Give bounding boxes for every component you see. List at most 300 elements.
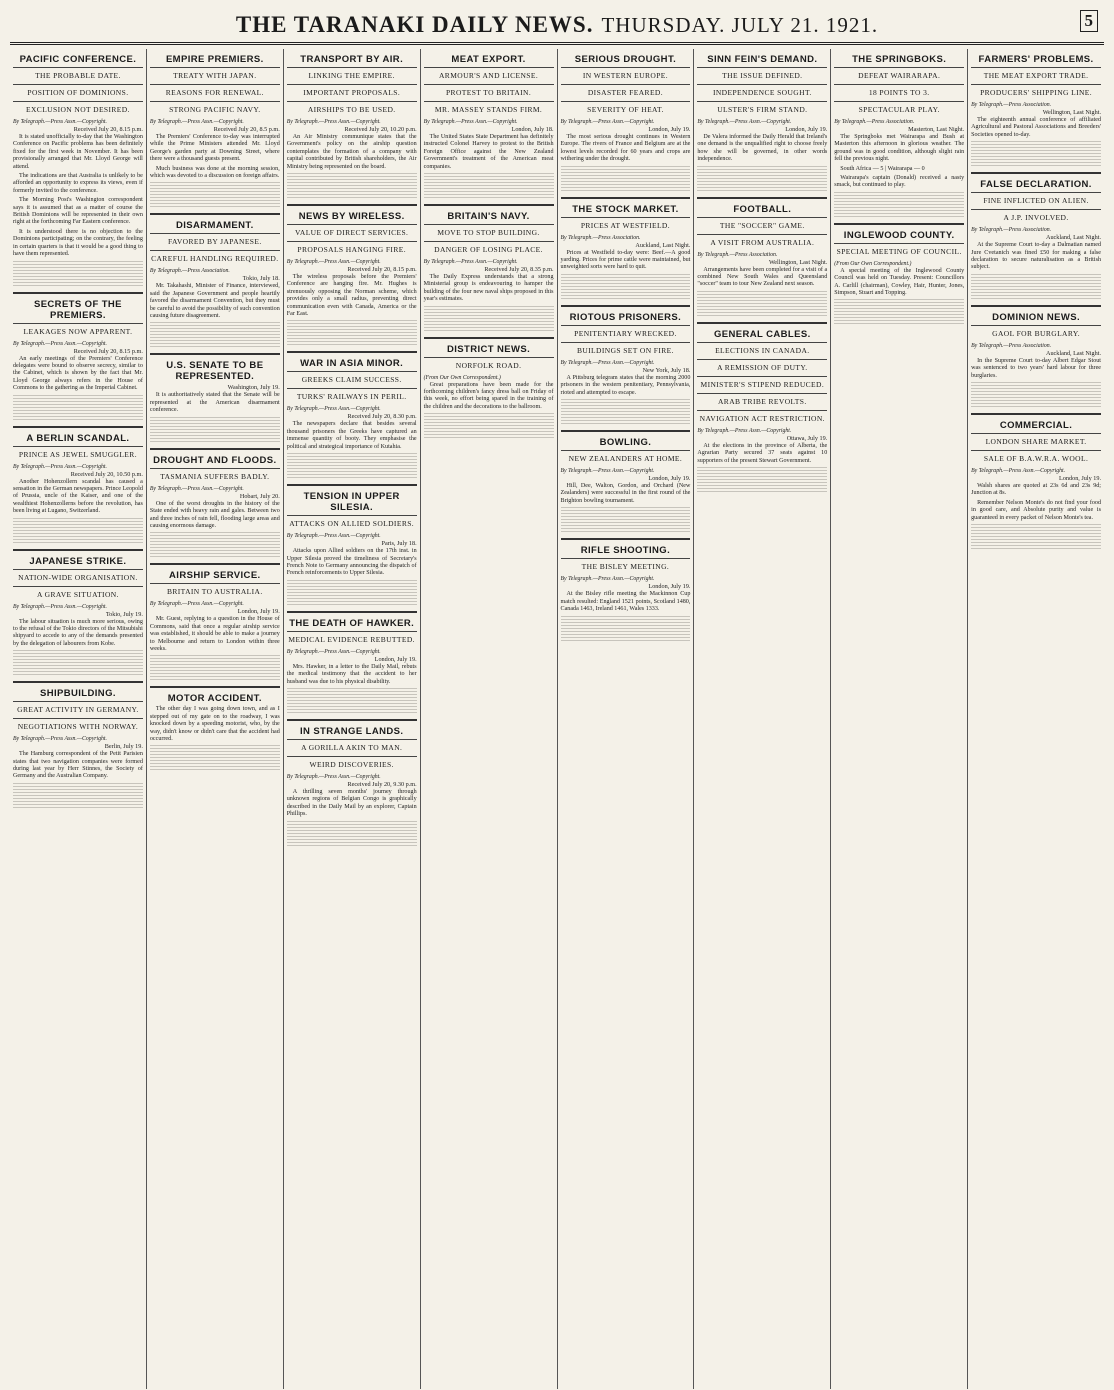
article-subhead: MINISTER'S STIPEND REDUCED. [697,376,827,391]
article-paragraph: The Hamburg correspondent of the Petit Parisien states that two navigation companies were formed during last year by Herr Stinnes, the Society of Germany and the Australian Company. [13,751,143,780]
article-credit: By Telegraph.—Press Assn.—Copyright. [560,359,655,366]
article-dateline: Tokio, July 19. [105,610,143,618]
body-text-lines [561,507,691,515]
article-subhead: SPECIAL MEETING OF COUNCIL. [834,243,964,258]
body-text-lines [697,291,827,299]
article-dateline: Received July 20, 10.20 p.m. [344,126,417,133]
article [287,351,417,479]
article [13,549,143,677]
article [150,448,280,559]
article-credit: By Telegraph.—Press Assn.—Copyright. [13,463,107,470]
column-5 [558,49,695,1389]
article-paragraph: The eighteenth annual conference of affiliated Agricultural and Pastoral Associations and Breeders' Societies opened to-day. [971,117,1101,138]
article-divider [287,484,417,486]
body-text-lines [150,550,280,558]
article-headline: EMPIRE PREMIERS. [165,54,264,65]
body-text-lines [561,292,691,300]
article-divider [287,611,417,613]
column-3 [284,49,421,1389]
article-headline: TENSION IN UPPER SILESIA. [303,491,400,514]
body-text-lines [697,175,827,183]
body-text-lines [13,395,143,403]
article-headline: DISTRICT NEWS. [446,343,531,355]
body-text-lines [561,408,691,416]
article-dateline: Received July 20, 8.35 p.m. [484,266,554,274]
article [971,413,1101,550]
body-text-lines [834,299,964,307]
body-text-lines [971,524,1101,532]
body-text-lines [561,516,691,524]
body-text-lines [697,166,827,174]
article-paragraph: Much business was done at the morning session, which was devoted to a discussion on foreign affairs. [149,165,280,180]
article-paragraph: Walsh shares are quoted at 23s 6d and 23s 9d; Junction at 8s. [971,483,1101,497]
article-subhead: NAVIGATION ACT RESTRICTION. [697,410,827,425]
masthead [10,8,1104,45]
article-credit: By Telegraph.—Press Assn.—Copyright. [149,601,244,608]
body-text-lines [287,821,417,829]
article-credit: By Telegraph.—Press Association. [560,234,641,241]
body-text-lines [561,274,691,282]
body-text-lines [697,485,827,493]
article-headline: RIFLE SHOOTING. [580,545,671,557]
article-subhead: PROTEST TO BRITAIN. [424,84,554,99]
article-paragraph: Attacks upon Allied soldiers on the 17th inst. in Upper Silesia proved the timeliness of Secretary's French Note to Germany announcing the dispatch of French reinforcements to Upper Silesia. [286,548,417,577]
article-paragraph: De Valera informed the Daily Herald that Ireland's one demand is the unqualified right to choose freely how she will be governed, in other words independence. [697,134,828,163]
article-subhead: POSITION OF DOMINIONS. [13,84,143,99]
body-text-lines [287,453,417,461]
article [287,204,417,346]
article-divider [697,322,827,324]
article-credit: By Telegraph.—Press Assn.—Copyright. [13,340,107,347]
body-text-lines [150,331,280,339]
columns-container [10,49,1104,1389]
article-headline: MOTOR ACCIDENT. [167,693,262,705]
article-dateline: Washington, July 19. [227,384,280,392]
article-headline: A BERLIN SCANDAL. [26,432,130,444]
article [561,54,691,192]
article-paragraph: The labour situation is much more serious, owing to the refusal of the Tokio directors of the Mitsubishi shipyard to accede to any of the demands presented by the delegation of labourers from Kobe. [13,618,143,647]
body-text-lines [424,422,554,430]
body-text-lines [150,182,280,190]
article [150,686,280,771]
article-subhead: WEIRD DISCOVERIES. [287,756,417,771]
article-paragraph: Great preparations have been made for the forthcoming children's fancy dress ball on Friday of this week, no effort being spared in the training of the children and the decorations to the ballroom. [423,381,554,410]
body-text-lines [13,668,143,676]
body-text-lines [287,338,417,346]
article [697,197,827,317]
article [561,305,691,425]
article-credit: By Telegraph.—Press Assn.—Copyright. [286,533,381,540]
article-headline: DROUGHT AND FLOODS. [153,454,277,466]
article-paragraph: The indications are that Australia is unlikely to be afforded an opportunity to express its views, even if formerly invited to the conference. [13,173,143,194]
body-text-lines [424,173,554,181]
article [287,54,417,199]
body-text-lines [287,839,417,847]
article [13,292,143,421]
article-credit: By Telegraph.—Press Assn.—Copyright. [423,259,518,266]
newspaper-title: THE TARANAKI DAILY NEWS. [235,12,594,37]
body-text-lines [971,542,1101,550]
article-subhead: ARAB TRIBE REVOLTS. [697,393,827,408]
article-dateline: Auckland, Last Night. [635,241,691,249]
article-divider [971,413,1101,415]
body-text-lines [424,413,554,421]
body-text-lines [13,650,143,658]
article-credit: By Telegraph.—Press Assn.—Copyright. [560,468,655,475]
article-paragraph: The Morning Post's Washington correspondent says it is assumed that as a matter of course the British Dominions will be represented in their own right at the forthcoming Far Eastern conference. [13,197,143,226]
article-paragraph: At the Supreme Court to-day a Dalmatian named Jure Cvetanich was fined £50 for making a false declaration to secure naturalisation as a British subject. [971,242,1101,271]
article [697,322,827,493]
article-headline: THE SPRINGBOKS. [852,54,947,65]
body-text-lines [150,541,280,549]
body-text-lines [971,283,1101,291]
article-divider [13,292,143,294]
body-text-lines [13,413,143,421]
issue-date: THURSDAY. JULY 21. 1921. [601,12,879,37]
article-paragraph: The Premiers' Conference to-day was interrupted while the Prime Ministers attended Mr. Lloyd George's garden party at Downing Street, where there were a thousand guests present. [149,134,280,163]
body-text-lines [287,191,417,199]
body-text-lines [834,192,964,200]
page-number: 5 [1080,10,1099,32]
article-credit: By Telegraph.—Press Assn.—Copyright. [13,119,107,125]
article-divider [697,197,827,199]
body-text-lines [971,533,1101,541]
body-text-lines [424,191,554,199]
article [424,337,554,440]
body-text-lines [13,404,143,412]
body-text-lines [287,580,417,588]
article-credit: By Telegraph.—Press Association. [971,102,1052,108]
article-headline: RIOTOUS PRISONERS. [569,311,682,323]
article-divider [561,305,691,307]
article-subhead: NEW ZEALANDERS AT HOME. [561,450,691,465]
body-text-lines [13,527,143,535]
article-dateline: London, July 19. [648,583,691,591]
article-credit: By Telegraph.—Press Assn.—Copyright. [697,119,792,125]
article-credit: By Telegraph.—Press Assn.—Copyright. [13,736,107,743]
article [150,353,280,442]
article-paragraph: Mr. Guest, replying to a question in the House of Commons, said that once a regular airship service was established, it should be able to make a journey to Melbourne and return to London within three weeks. [149,616,280,652]
body-text-lines [834,317,964,325]
article-headline: SHIPBUILDING. [39,688,116,700]
body-text-lines [971,141,1101,149]
article-dateline: Received July 20, 8.15 p.m. [73,126,143,133]
body-text-lines [13,783,143,791]
article-subhead: PRICES AT WESTFIELD. [561,217,691,232]
article-credit: By Telegraph.—Press Assn.—Copyright. [149,119,244,125]
article-subhead: LEAKAGES NOW APPARENT. [13,323,143,338]
body-text-lines [424,315,554,323]
article-credit: By Telegraph.—Press Assn.—Copyright. [423,119,518,125]
article-divider [424,204,554,206]
article-subhead: PENITENTIARY WRECKED. [561,325,691,340]
article-headline: JAPANESE STRIKE. [29,555,127,567]
body-text-lines [13,536,143,544]
article-headline: U.S. SENATE TO BE REPRESENTED. [166,360,264,383]
article [13,426,143,544]
article-subhead: IN WESTERN EUROPE. [561,67,691,82]
article-divider [150,213,280,215]
article-dateline: London, July 19. [1059,475,1101,483]
article-subhead: SALE OF B.A.W.R.A. WOOL. [971,450,1101,465]
article [834,54,964,218]
body-text-lines [971,159,1101,167]
article-dateline: Received July 20, 9.30 p.m. [347,780,417,788]
body-text-lines [13,261,143,269]
article-divider [561,430,691,432]
article-dateline: London, July 19. [785,126,828,133]
body-text-lines [287,173,417,181]
body-text-lines [834,210,964,218]
body-text-lines [287,688,417,696]
article-divider [287,204,417,206]
article-subhead: GAOL FOR BURGLARY. [971,325,1101,340]
article [150,563,280,681]
article-subhead: TREATY WITH JAPAN. [150,67,280,82]
body-text-lines [287,471,417,479]
article-subhead: ULSTER'S FIRM STAND. [697,101,827,116]
body-text-lines [697,184,827,192]
body-text-lines [697,309,827,317]
article-paragraph: In the Supreme Court to-day Albert Edgar Stout was sentenced to two years' hard labour for three burglaries. [971,357,1101,379]
article-subhead: AIRSHIPS TO BE USED. [287,101,417,116]
article-dateline: Received July 20, 8.30 p.m. [347,413,417,421]
article-paragraph: Another Hohenzollern scandal has caused a sensation in the German newspapers. Prince Leopold of Prussia, uncle of the Kaiser, and one of the wealthiest Hohenzollerns before the revolution, has been living at Lugano, Switzerland. [13,478,143,515]
article-subhead: DEFEAT WAIRARAPA. [834,67,964,82]
article-paragraph: An Air Ministry communique states that the Government's policy on the airship question contemplates the formation of a company with capital contributed by British shareholders, the Air Ministry being represented on the board. [286,134,417,170]
article-paragraph: Mrs. Hawker, in a letter to the Daily Mail, rebuts the medical testimony that the accident to her husband was due to his physical disability. [286,663,417,685]
article-credit: By Telegraph.—Press Assn.—Copyright. [560,119,655,125]
article [150,213,280,348]
article-subhead: MOVE TO STOP BUILDING. [424,224,554,239]
article [13,54,143,287]
article-credit: By Telegraph.—Press Assn.—Copyright. [697,427,792,434]
article-subhead: NEGOTIATIONS WITH NORWAY. [13,718,143,733]
article-dateline: Paris, July 18. [381,540,417,548]
article-paragraph: It is authoritatively stated that the Senate will be represented at the American disarmament conference. [149,392,280,414]
article [287,719,417,847]
body-text-lines [287,462,417,470]
article-subhead: THE BISLEY MEETING. [561,558,691,573]
article-paragraph: Mr. Takahashi, Minister of Finance, interviewed, said the Japanese Government and people heartily favored the disarmament Convention, but they must be careful to avoid the possibility of such convention causing future disagreement. [149,283,280,320]
article-paragraph: At the Bisley rifle meeting the Mackinnon Cup match resulted: England 1521 points, Scotland 1480, Canada 1463, Ireland 1461, Wales 1333. [560,591,691,613]
article-dateline: Ottawa, July 19. [786,434,828,442]
article-subhead: TURKS' RAILWAYS IN PERIL. [287,388,417,403]
body-text-lines [287,706,417,714]
article-divider [13,681,143,683]
body-text-lines [150,655,280,663]
article-subhead: STRONG PACIFIC NAVY. [150,101,280,116]
article-paragraph: A special meeting of the Inglewood County Council was held on Tuesday. Present: Councillors A. Carlill (chairman), Cowley, Hair, Hunter, Jones, Simpson, Stuart and Topping. [834,267,965,297]
body-text-lines [13,801,143,809]
article-paragraph: The wireless proposals before the Premiers' Conference are hanging fire. Mr. Hughes is strenuously opposing the Norman scheme, which provides only a small radius, preventing direct communication even with Canada, America or the Far East. [286,274,417,318]
article-paragraph: Remember Nelson Monte's do not find your food in good care, and Absolute purity and value is guaranteed in every packet of Nelson Monte's tea. [971,499,1101,521]
article-paragraph: The most serious drought continues in Western Europe. The rivers of France and Belgium are at the lowest levels recorded for 60 years and crops are withering under the drought. [560,134,691,163]
body-text-lines [150,322,280,330]
body-text-lines [834,201,964,209]
article [697,54,827,192]
body-text-lines [561,184,691,192]
article-credit: By Telegraph.—Press Assn.—Copyright. [971,468,1066,475]
body-text-lines [150,417,280,425]
article-subhead: INDEPENDENCE SOUGHT. [697,84,827,99]
article-paragraph: Wairarapa's captain (Donald) received a nasty smack, but continued to play. [834,175,965,189]
body-text-lines [287,320,417,328]
article-subhead: ELECTIONS IN CANADA. [697,342,827,357]
article-paragraph: Prices at Westfield to-day were: Beef.—A good yarding. Prices for prime cattle were maintained, but unweighted sorts were hard to quit. [560,249,691,271]
body-text-lines [13,270,143,278]
article [424,54,554,199]
article-paragraph: At the elections in the province of Alberta, the Agrarian Party secured 37 seats against 10 supporters of the present Stewart Government. [697,442,828,464]
article-subhead: A GORILLA AKIN TO MAN. [287,739,417,754]
article-subhead: FINE INFLICTED ON ALIEN. [971,192,1101,207]
body-text-lines [561,616,691,624]
article-subhead: THE MEAT EXPORT TRADE. [971,67,1101,82]
article-divider [13,426,143,428]
article-headline: GENERAL CABLES. [714,328,811,340]
article-subhead: THE PROBABLE DATE. [13,67,143,82]
article-dateline: Received July 20, 8.5 p.m. [213,126,280,133]
article-subhead: ATTACKS ON ALLIED SOLDIERS. [287,515,417,530]
article-divider [150,563,280,565]
article-headline: NEWS BY WIRELESS. [298,211,405,223]
article-subhead: SPECTACULAR PLAY. [834,101,964,116]
body-text-lines [287,598,417,606]
body-text-lines [150,763,280,771]
article-subhead: PRINCE AS JEWEL SMUGGLER. [13,446,143,461]
body-text-lines [287,182,417,190]
article-subhead: MR. MASSEY STANDS FIRM. [424,101,554,116]
article-subhead: FAVORED BY JAPANESE. [150,233,280,248]
article-divider [287,351,417,353]
article-paragraph: The United States State Department has definitely instructed Colonel Harvey to protest to the British Foreign Office against the New Zealand Government's treatment of the American meat companies. [423,134,554,170]
article-paragraph: South Africa — 5 | Wairarapa — 0 [840,165,925,172]
article [561,538,691,641]
body-text-lines [287,697,417,705]
body-text-lines [971,292,1101,300]
article-subhead: DISASTER FEARED. [561,84,691,99]
article-subhead: BRITAIN TO AUSTRALIA. [150,583,280,598]
body-text-lines [150,754,280,762]
article-divider [561,197,691,199]
article-subhead: VALUE OF DIRECT SERVICES. [287,224,417,239]
article-credit: By Telegraph.—Press Assn.—Copyright. [286,406,381,413]
column-6 [694,49,831,1389]
body-text-lines [424,431,554,439]
article-paragraph: It is understood there is no objection to the Dominions participating; on the contrary, the feeling in certain quarters is that it would be a good thing to have them represented. [13,228,143,258]
article-credit: By Telegraph.—Press Assn.—Copyright. [286,648,381,655]
article-divider [13,549,143,551]
article-paragraph: A thrilling seven months' journey through unknown regions of Belgian Congo is graphically described in the Daily Mail by an explorer, Captain Phillips. [286,788,417,818]
body-text-lines [971,400,1101,408]
body-text-lines [424,182,554,190]
article-divider [834,223,964,225]
body-text-lines [971,382,1101,390]
article-paragraph: A Pittsburg telegram states that the morning 2000 prisoners in the western penitentiary, Pennsylvania, rioted and attempted to escape. [560,374,691,396]
body-text-lines [150,200,280,208]
article-divider [150,353,280,355]
article-divider [561,538,691,540]
article-headline: SINN FEIN'S DEMAND. [707,54,818,65]
article-subhead: A GRAVE SITUATION. [13,586,143,601]
article-dateline: New York, July 18. [642,366,691,374]
article-dateline: London, July 19. [374,655,417,663]
body-text-lines [424,324,554,332]
body-text-lines [150,664,280,672]
article-subhead: GREAT ACTIVITY IN GERMANY. [13,701,143,716]
article [971,305,1101,408]
body-text-lines [561,625,691,633]
article-credit: By Telegraph.—Press Assn.—Copyright. [286,119,381,125]
article-subhead: 18 POINTS TO 3. [834,84,964,99]
article-divider [150,448,280,450]
article-subhead: ARMOUR'S AND LICENSE. [424,67,554,82]
article-subhead: IMPORTANT PROPOSALS. [287,84,417,99]
article-dateline: Hobart, July 20. [239,492,280,500]
article-credit: By Telegraph.—Press Association. [149,268,230,275]
article-subhead: THE ISSUE DEFINED. [697,67,827,82]
article-subhead: LINKING THE EMPIRE. [287,67,417,82]
body-text-lines [150,191,280,199]
article-headline: TRANSPORT BY AIR. [300,54,404,65]
article-subhead: PROPOSALS HANGING FIRE. [287,241,417,256]
article-dateline: London, July 19. [237,608,280,616]
article-subhead: A VISIT FROM AUSTRALIA. [697,234,827,249]
article-headline: SECRETS OF THE PREMIERS. [33,298,122,321]
body-text-lines [150,435,280,443]
body-text-lines [13,518,143,526]
body-text-lines [150,426,280,434]
article [150,54,280,208]
article [561,430,691,533]
article-subhead: REASONS FOR RENEWAL. [150,84,280,99]
body-text-lines [697,300,827,308]
article-paragraph: An early meetings of the Premiers' Conference delegates were bound to observe secrecy, similar to the Cabinet, which is shown by the fact that Mr. Lloyd George always refers in the House of Commons to the gathering as the Imperial Cabinet. [13,355,143,392]
article-subhead: THE "SOCCER" GAME. [697,217,827,232]
article-subhead: SEVERITY OF HEAT. [561,101,691,116]
article-dateline: London, July 19. [648,126,691,133]
body-text-lines [561,175,691,183]
article-subhead: NORFOLK ROAD. [424,357,554,372]
article-headline: THE DEATH OF HAWKER. [289,617,415,629]
article-subhead: PRODUCERS' SHIPPING LINE. [971,84,1101,99]
article-credit: (From Our Own Correspondent.) [834,260,912,267]
article [424,204,554,332]
article-dateline: Masterton, Last Night. [908,126,965,133]
article-subhead: A J.P. INVOLVED. [971,209,1101,224]
article-headline: BRITAIN'S NAVY. [447,211,530,223]
body-text-lines [150,340,280,348]
body-text-lines [561,525,691,533]
article-paragraph: The Springboks met Wairarapa and Bush at Masterton this afternoon in glorious weather. The ground was in good condition, although slight rain fell the previous night. [834,134,965,163]
article-headline: WAR IN ASIA MINOR. [300,358,404,370]
article-headline: DOMINION NEWS. [992,311,1081,323]
body-text-lines [150,532,280,540]
body-text-lines [971,274,1101,282]
body-text-lines [150,673,280,681]
article-paragraph: The newspapers declare that besides several thousand prisoners the Greeks have captured an immense quantity of booty. They emphasise the political and strategical importance of Kutahia. [286,421,417,450]
article-headline: THE STOCK MARKET. [572,203,679,215]
article-dateline: London, July 19. [648,475,691,483]
article [287,484,417,606]
article-headline: MEAT EXPORT. [451,54,526,65]
article-divider [971,172,1101,174]
article-headline: FOOTBALL. [733,203,792,215]
article-dateline: Received July 20, 10.50 p.m. [70,470,143,478]
article-subhead: BUILDINGS SET ON FIRE. [561,342,691,357]
article-headline: IN STRANGE LANDS. [299,725,404,737]
article [13,681,143,809]
